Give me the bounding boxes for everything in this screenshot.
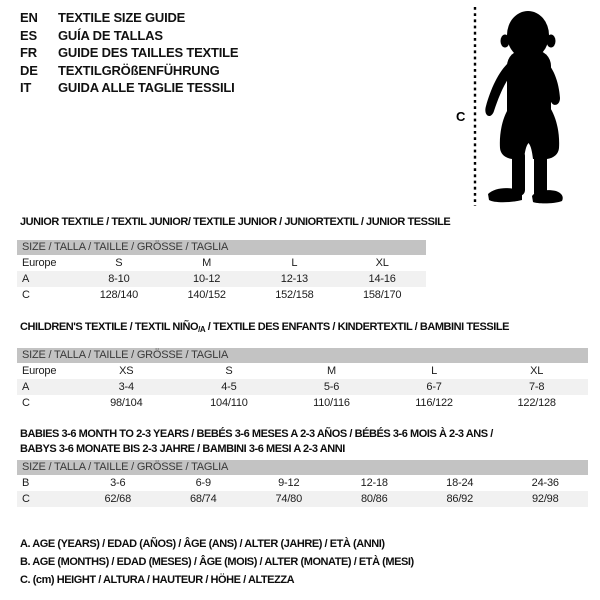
cell: 3-4 <box>118 381 134 393</box>
language-code: IT <box>20 80 32 96</box>
height-measure-label: C <box>456 109 466 124</box>
language-row <box>20 79 238 97</box>
cell: 92/98 <box>531 493 559 505</box>
table-row <box>17 271 426 287</box>
babies-title-line2: BABYS 3-6 MONATE BIS 2-3 JAHRE / BAMBINI 3-6 MESI A 2-3 ANNI <box>20 443 345 455</box>
row-label: B <box>22 477 30 489</box>
language-row <box>20 62 238 80</box>
cell: 74/80 <box>275 493 303 505</box>
cell: M <box>327 365 336 377</box>
table-row <box>17 287 426 303</box>
cell: 128/140 <box>99 289 139 301</box>
title-rest: / TEXTILE DES ENFANTS / KINDERTEXTIL / BAMBINI TESSILE <box>205 321 510 333</box>
language-list <box>20 9 238 97</box>
language-label: TEXTILE SIZE GUIDE <box>58 10 186 25</box>
table-row <box>17 475 588 491</box>
language-label: GUIDA ALLE TAGLIE TESSILI <box>58 80 235 96</box>
table-row <box>17 395 588 411</box>
cell: 122/128 <box>517 397 556 409</box>
title-subscript: /A <box>198 325 206 334</box>
cell: XL <box>530 365 544 377</box>
cell: 6-7 <box>426 381 442 393</box>
size-header-bar: SIZE / TALLA / TAILLE / GRÖSSE / TAGLIA <box>17 240 426 255</box>
baby-silhouette <box>485 11 562 203</box>
cell: XS <box>119 365 134 377</box>
cell: 8-10 <box>108 273 130 285</box>
babies-table <box>17 460 588 507</box>
row-label: C <box>22 289 30 301</box>
cell: 14-16 <box>368 273 396 285</box>
size-header-bar: SIZE / TALLA / TAILLE / GRÖSSE / TAGLIA <box>17 460 588 475</box>
footnote-a: A. AGE (YEARS) / EDAD (AÑOS) / ÂGE (ANS) / ALTER (JAHRE) / ETÀ (ANNI) <box>20 538 385 550</box>
language-code: EN <box>20 10 38 25</box>
cell: 6-9 <box>195 477 211 489</box>
babies-table-title <box>20 427 493 457</box>
footnote-c: C. (cm) HEIGHT / ALTURA / HAUTEUR / HÖHE / ALTEZZA <box>20 574 295 586</box>
row-label: A <box>22 273 30 285</box>
junior-table-title: JUNIOR TEXTILE / TEXTIL JUNIOR/ TEXTILE JUNIOR / JUNIORTEXTIL / JUNIOR TESSILE <box>20 216 451 228</box>
cell: 10-12 <box>193 273 221 285</box>
language-code: ES <box>20 27 37 43</box>
cell: 18-24 <box>446 477 474 489</box>
cell: XL <box>375 257 389 269</box>
language-code: DE <box>20 62 38 78</box>
cell: 158/170 <box>362 289 402 301</box>
language-row <box>20 9 238 27</box>
cell: 116/122 <box>415 397 453 409</box>
cell: 12-13 <box>280 273 308 285</box>
baby-figure <box>450 4 575 210</box>
cell: M <box>202 257 212 269</box>
table-row <box>17 379 588 395</box>
cell: S <box>225 365 233 377</box>
children-table-title <box>20 321 509 334</box>
cell: 7-8 <box>529 381 545 393</box>
cell: L <box>291 257 298 269</box>
table-row <box>17 491 588 507</box>
table-row <box>17 255 426 271</box>
cell: 110/116 <box>313 397 350 409</box>
row-label: C <box>22 493 30 505</box>
row-label: Europe <box>22 365 57 377</box>
junior-table <box>17 240 426 303</box>
cell: 12-18 <box>360 477 388 489</box>
cell: 5-6 <box>323 381 340 393</box>
language-label: GUÍA DE TALLAS <box>58 27 163 43</box>
cell: 3-6 <box>110 477 126 489</box>
language-row <box>20 27 238 45</box>
cell: 24-36 <box>531 477 559 489</box>
footnote-b: B. AGE (MONTHS) / EDAD (MESES) / ÂGE (MOIS) / ALTER (MONATE) / ETÀ (MESI) <box>20 556 414 568</box>
row-label: Europe <box>22 257 57 269</box>
language-label: GUIDE DES TAILLES TEXTILE <box>58 45 239 61</box>
cell: 104/110 <box>210 397 248 409</box>
cell: 4-5 <box>221 381 237 393</box>
cell: 9-12 <box>278 477 300 489</box>
cell: S <box>115 257 123 269</box>
language-label: TEXTILGRÖßENFÜHRUNG <box>58 62 220 78</box>
cell: 80/86 <box>360 493 388 505</box>
babies-title-line1: BABIES 3-6 MONTH TO 2-3 YEARS / BEBÉS 3-6 MESES A 2-3 AÑOS / BÉBÉS 3-6 MOIS À 2-3 ANS / <box>20 428 493 440</box>
cell: L <box>431 365 438 377</box>
cell: 86/92 <box>446 493 474 505</box>
cell: 140/152 <box>187 289 226 301</box>
cell: 98/104 <box>110 397 143 409</box>
language-row <box>20 44 238 62</box>
footnotes <box>20 535 414 589</box>
size-header-bar: SIZE / TALLA / TAILLE / GRÖSSE / TAGLIA <box>17 348 588 363</box>
title-main: CHILDREN'S TEXTILE / TEXTIL NIÑO <box>20 321 199 333</box>
row-label: C <box>22 397 30 409</box>
language-code: FR <box>20 45 37 61</box>
cell: 152/158 <box>275 289 314 301</box>
cell: 62/68 <box>104 493 132 505</box>
row-label: A <box>22 381 30 393</box>
cell: 68/74 <box>189 493 217 505</box>
children-table <box>17 348 588 411</box>
table-row <box>17 363 588 379</box>
